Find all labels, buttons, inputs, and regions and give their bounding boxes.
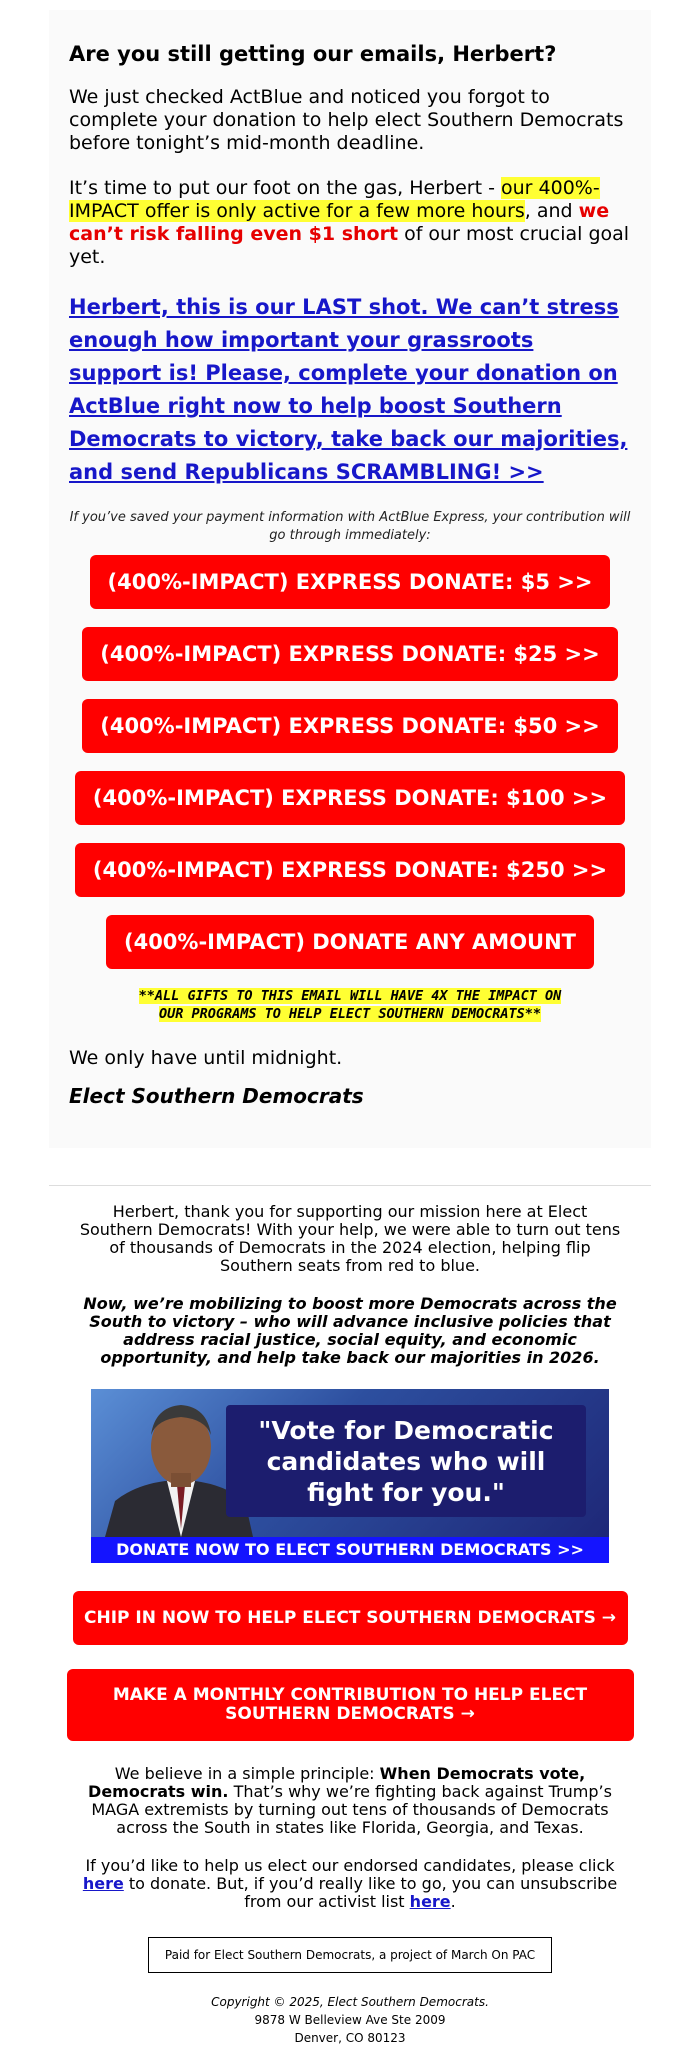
signature: Elect Southern Democrats [69, 1084, 364, 1108]
help-text-3: . [450, 1892, 456, 1911]
divider [49, 1185, 651, 1186]
urgency-paragraph [69, 177, 631, 269]
help-text-2: to donate. But, if you’d really like to go, you can unsubscribe from our activist list [123, 1874, 618, 1911]
impact-highlight: our 400%-IMPACT offer is only active for a few more hours [69, 177, 600, 222]
intro-paragraph: We just checked ActBlue and noticed you forgot to complete your donation to help elect Southern Democrats before tonight’s mid-month deadline. [69, 86, 624, 154]
urgency-text: It’s time to put our foot on the gas, Herbert - [69, 177, 501, 199]
urgency-text-2: , and [524, 200, 579, 222]
midnight-text: We only have until midnight. [69, 1047, 343, 1069]
donate-here-link[interactable]: here [82, 1874, 124, 1893]
principle-text-2: That’s why we’re fighting back against Trump’s MAGA extremists by turning out tens of thousands of Democrats across the South in states like Florida, Georgia, and Texas. [91, 1782, 612, 1837]
gifts-notice [69, 987, 631, 1023]
obama-donate-banner[interactable] [91, 1389, 609, 1563]
gifts-line-1: **ALL GIFTS TO THIS EMAIL WILL HAVE 4X THE IMPACT ON [138, 988, 562, 1004]
help-text: If you’d like to help us elect our endorsed candidates, please click [85, 1856, 615, 1875]
donate-25-button[interactable]: (400%-IMPACT) EXPRESS DONATE: $25 >> [82, 627, 618, 681]
donate-5-button[interactable]: (400%-IMPACT) EXPRESS DONATE: $5 >> [90, 555, 611, 609]
principle-bold: When Democrats vote, Democrats win. [88, 1764, 586, 1801]
chip-in-button[interactable]: CHIP IN NOW TO HELP ELECT SOUTHERN DEMOCRATS → [73, 1591, 628, 1645]
thanks-paragraph: Herbert, thank you for supporting our mission here at Elect Southern Democrats! With your help, we were able to turn out tens of thousands of Democrats in the 2024 election, helping flip Southern seats from red to blue. [79, 1202, 621, 1275]
copyright: Copyright © 2025, Elect Southern Democrats. [211, 1995, 489, 2009]
donate-100-button[interactable]: (400%-IMPACT) EXPRESS DONATE: $100 >> [75, 771, 625, 825]
footer [49, 1203, 651, 2047]
address-line-2: Denver, CO 80123 [294, 2031, 406, 2045]
gifts-line-2: OUR PROGRAMS TO HELP ELECT SOUTHERN DEMOCRATS** [158, 1006, 541, 1022]
express-note: If you’ve saved your payment information with ActBlue Express, your contribution will go through immediately: [69, 510, 631, 543]
email-heading: Are you still getting our emails, Herbert? [69, 42, 557, 66]
urgency-text-3: of our most crucial goal yet. [69, 223, 630, 268]
red-warning: we can’t risk falling even $1 short [69, 200, 610, 245]
principle-text: We believe in a simple principle: [114, 1764, 380, 1783]
banner-quote: "Vote for Democratic candidates who will fight for you." [226, 1405, 586, 1517]
donate-50-button[interactable]: (400%-IMPACT) EXPRESS DONATE: $50 >> [82, 699, 618, 753]
monthly-contribution-button[interactable]: MAKE A MONTHLY CONTRIBUTION TO HELP ELECT SOUTHERN DEMOCRATS → [67, 1669, 634, 1741]
principle-paragraph [49, 1765, 651, 1837]
paid-for-disclaimer: Paid for Elect Southern Democrats, a project of March On PAC [148, 1937, 552, 1973]
copyright-block [49, 1993, 651, 2047]
address-line-1: 9878 W Belleview Ave Ste 2009 [254, 2013, 446, 2027]
banner-donate-cta[interactable]: DONATE NOW TO ELECT SOUTHERN DEMOCRATS >> [91, 1537, 609, 1563]
complete-donation-link[interactable]: Herbert, this is our LAST shot. We can’t stress enough how important your grassroots support is! Please, complete your donation on ActBlue right now to help boost Southern Democrats to victory, take back our majorities, and send Republicans SCRAMBLING! >> [69, 295, 628, 484]
mobilizing-paragraph: Now, we’re mobilizing to boost more Democrats across the South to victory – who will advance inclusive policies that address racial justice, social equity, and economic opportunity, and help take back our majorities in 2026. [83, 1294, 617, 1367]
unsubscribe-link[interactable]: here [409, 1892, 451, 1911]
donate-any-amount-button[interactable]: (400%-IMPACT) DONATE ANY AMOUNT [106, 915, 594, 969]
help-paragraph [49, 1857, 651, 1911]
donate-250-button[interactable]: (400%-IMPACT) EXPRESS DONATE: $250 >> [75, 843, 625, 897]
email-card [49, 10, 651, 1148]
